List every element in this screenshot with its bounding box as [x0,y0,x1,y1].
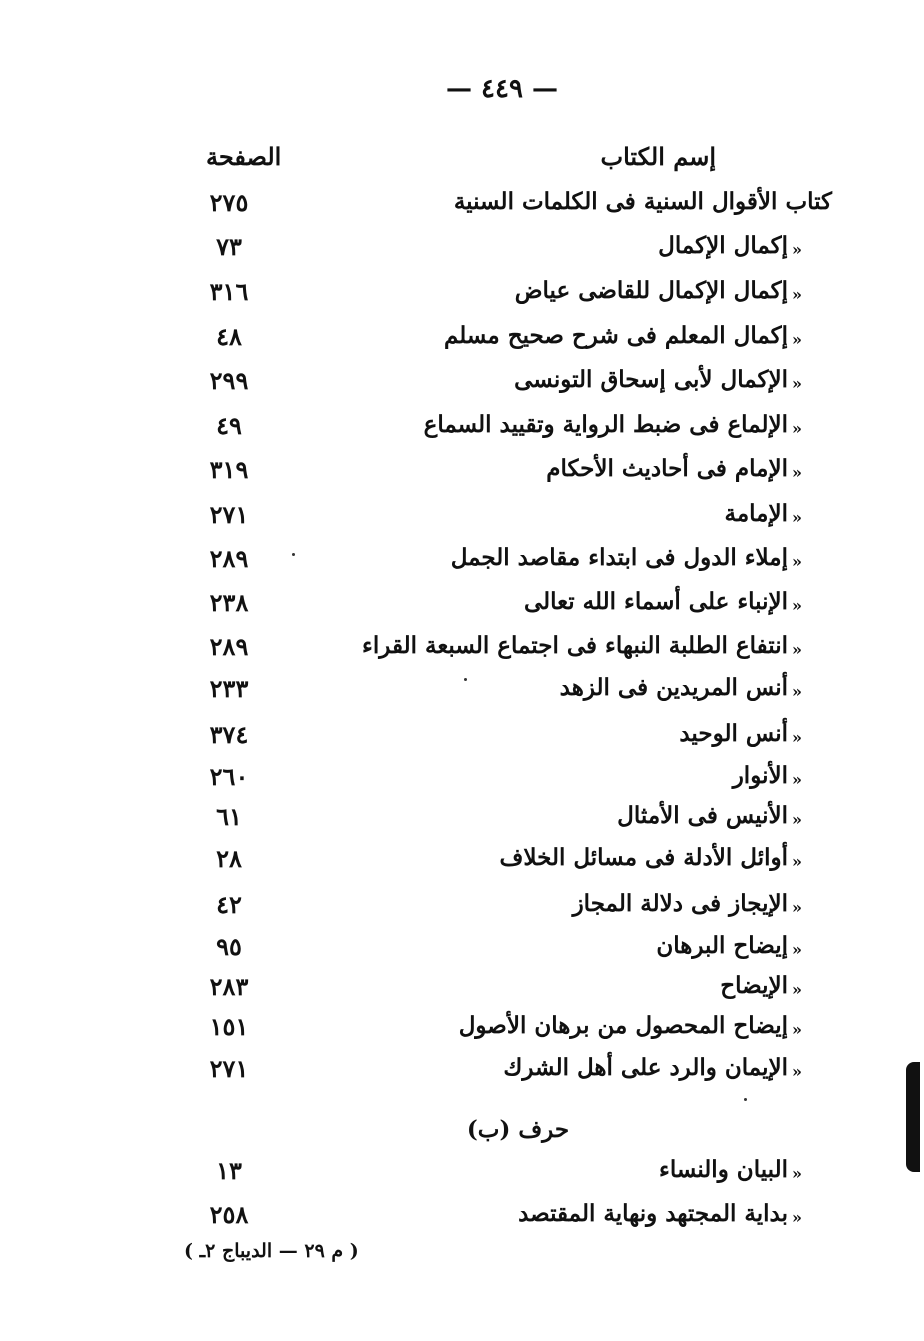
list-item [0,932,924,970]
list-item [0,588,924,626]
list-item [0,1200,924,1238]
scan-edge-mark [906,1062,920,1172]
ditto-mark: » [792,980,802,999]
entry-title: الإلماع فى ضبط الرواية وتقييد السماع [423,411,788,438]
entry-title: أنس الوحيد [679,720,788,747]
entry-page: ٢٨٩ [209,544,249,573]
entry-title: إكمال المعلم فى شرح صحيح مسلم [443,322,788,349]
entry-title: الإيمان والرد على أهل الشرك [503,1054,788,1081]
entry-page: ٢٩٩ [209,366,249,395]
ditto-mark: » [792,1062,802,1081]
list-item [0,632,924,670]
list-item [0,1012,924,1050]
entry-page: ٧٣ [216,232,242,261]
ditto-mark: » [792,682,802,701]
entry-title: الأنيس فى الأمثال [617,802,788,829]
ditto-mark: » [792,1164,802,1183]
list-item [0,1156,924,1194]
list-item [0,544,924,582]
list-item [0,188,924,226]
entry-title: أوائل الأدلة فى مسائل الخلاف [499,844,788,871]
entry-page: ١٥١ [209,1012,249,1041]
list-item [0,277,924,315]
entry-page: ٢٧١ [209,500,249,529]
ditto-mark: » [792,810,802,829]
ditto-mark: » [792,852,802,871]
entry-page: ٢٦٠ [209,762,249,791]
entry-page: ٩٥ [216,932,242,961]
scan-speck [464,678,467,681]
list-item [0,232,924,270]
list-item [0,455,924,493]
entry-page: ٣١٩ [209,455,249,484]
list-item [0,890,924,928]
list-item [0,802,924,840]
scan-speck [292,553,295,556]
ditto-mark: » [792,940,802,959]
entry-title: كتاب الأقوال السنية فى الكلمات السنية [453,188,832,215]
ditto-mark: » [792,285,802,304]
ditto-mark: » [792,1020,802,1039]
ditto-mark: » [792,552,802,571]
entry-page: ٢٣٣ [209,674,249,703]
entry-page: ٤٨ [216,322,242,351]
page-number: — ٤٤٩ — [445,74,559,104]
ditto-mark: » [792,240,802,259]
ditto-mark: » [792,419,802,438]
entry-page: ١٣ [216,1156,242,1185]
entry-title: إملاء الدول فى ابتداء مقاصد الجمل [450,544,788,571]
entry-title: الإمام فى أحاديث الأحكام [546,455,788,482]
entry-title: بداية المجتهد ونهاية المقتصد [518,1200,788,1227]
entry-page: ٦١ [216,802,242,831]
list-item [0,674,924,712]
entry-title: انتفاع الطلبة النبهاء فى اجتماع السبعة القراء [362,632,788,659]
entry-page: ٢٨ [216,844,242,873]
entry-title: الأنوار [732,762,788,789]
entry-title: الإيضاح [720,972,788,999]
ditto-mark: » [792,770,802,789]
entry-title: أنس المريدين فى الزهد [559,674,788,701]
entry-page: ٤٩ [216,411,242,440]
entry-page: ٢٧٥ [209,188,249,217]
entry-page: ٣٧٤ [209,720,249,749]
entry-title: الإكمال لأبى إسحاق التونسى [514,366,788,393]
entry-page: ٢٧١ [209,1054,249,1083]
column-title-page: الصفحة [206,142,282,171]
entry-page: ٣١٦ [209,277,249,306]
list-item [0,322,924,360]
list-item [0,762,924,800]
list-item [0,411,924,449]
entry-title: إيضاح البرهان [656,932,788,959]
entry-page: ٢٨٣ [209,972,249,1001]
list-item [0,844,924,882]
ditto-mark: » [792,463,802,482]
ditto-mark: » [792,374,802,393]
entry-page: ٢٣٨ [209,588,249,617]
entry-title: الإمامة [724,500,788,527]
section-heading: حرف (ب) [466,1116,570,1143]
ditto-mark: » [792,728,802,747]
entry-page: ٢٥٨ [209,1200,249,1229]
scan-speck [744,1098,747,1101]
list-item [0,500,924,538]
entry-title: إكمال الإكمال للقاضى عياض [514,277,788,304]
entry-page: ٤٢ [216,890,242,919]
ditto-mark: » [792,508,802,527]
list-item [0,366,924,404]
ditto-mark: » [792,1208,802,1227]
entry-title: إكمال الإكمال [658,232,788,259]
column-title-book: إسم الكتاب [600,142,716,171]
list-item [0,972,924,1010]
entry-title: البيان والنساء [659,1156,788,1183]
entry-title: الإيجاز فى دلالة المجاز [572,890,788,917]
ditto-mark: » [792,898,802,917]
entry-title: إيضاح المحصول من برهان الأصول [458,1012,788,1039]
page-footer: ( م ٢٩ — الديباج ٢ـ ) [184,1240,359,1262]
ditto-mark: » [792,330,802,349]
ditto-mark: » [792,640,802,659]
list-item [0,720,924,758]
entry-title: الإنباء على أسماء الله تعالى [523,588,788,615]
ditto-mark: » [792,596,802,615]
entry-page: ٢٨٩ [209,632,249,661]
list-item [0,1054,924,1092]
